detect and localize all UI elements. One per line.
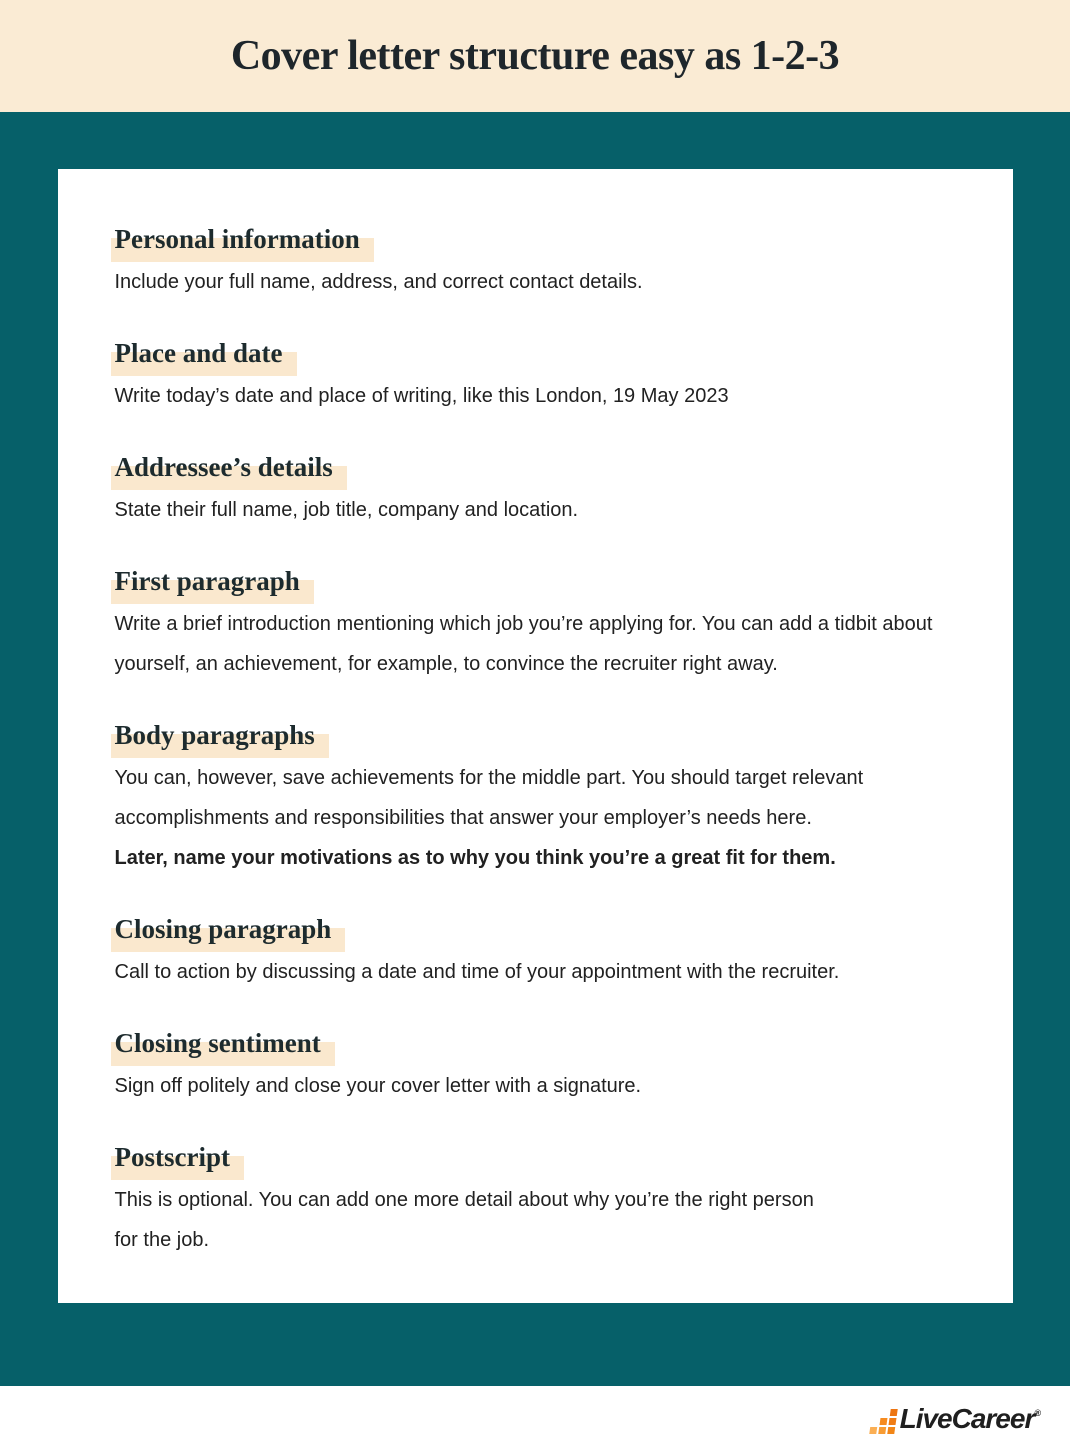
section-heading: First paragraph — [111, 564, 314, 604]
section-heading: Postscript — [111, 1140, 244, 1180]
section-heading: Closing sentiment — [111, 1026, 335, 1066]
title-banner — [0, 0, 1070, 112]
section — [115, 222, 956, 302]
section-body — [115, 490, 956, 530]
section-body-paragraph: State their full name, job title, company and location. — [114, 499, 579, 521]
section-body — [115, 758, 956, 878]
section-body-paragraph: Include your full name, address, and correct contact details. — [114, 271, 643, 293]
section-body — [115, 1066, 956, 1106]
section-body-paragraph: Later, name your motivations as to why you think you’re a great fit for them. — [114, 847, 836, 869]
livecareer-logo-dots-icon — [869, 1409, 898, 1434]
section — [115, 1026, 956, 1106]
section — [115, 718, 956, 878]
section-body-paragraph: Write today’s date and place of writing, like this London, 19 May 2023 — [114, 385, 729, 407]
section — [115, 564, 956, 684]
section-body-paragraph: for the job. — [114, 1229, 210, 1251]
livecareer-logo — [871, 1403, 1040, 1435]
section-body-paragraph: Call to action by discussing a date and time of your appointment with the recruiter. — [114, 961, 840, 983]
section-heading: Place and date — [111, 336, 297, 376]
section-body — [115, 604, 956, 684]
section-body-paragraph: Sign off politely and close your cover letter with a signature. — [114, 1075, 642, 1097]
section-heading: Personal information — [111, 222, 374, 262]
section-body-paragraph: Write a brief introduction mentioning which job you’re applying for. You can add a tidbit about yourself, an achievement, for example, to convince the recruiter right away. — [114, 613, 933, 675]
section — [115, 450, 956, 530]
section-heading: Addressee’s details — [111, 450, 347, 490]
section-body — [115, 1180, 956, 1260]
section-body — [115, 952, 956, 992]
section-body — [115, 376, 956, 416]
section-body-paragraph: This is optional. You can add one more detail about why you’re the right person — [114, 1189, 814, 1211]
section — [115, 1140, 956, 1260]
content-card — [58, 169, 1013, 1303]
page-title: Cover letter structure easy as 1-2-3 — [230, 33, 840, 79]
section-heading: Body paragraphs — [111, 718, 329, 758]
section-body — [115, 262, 956, 302]
footer — [0, 1386, 1070, 1451]
section-heading: Closing paragraph — [111, 912, 346, 952]
page-background — [0, 112, 1070, 1386]
section — [115, 912, 956, 992]
section — [115, 336, 956, 416]
section-body-paragraph: You can, however, save achievements for the middle part. You should target relevant accomplishments and responsibilities that answer your employer’s needs here. — [114, 767, 864, 829]
registered-trademark-mark: ® — [1034, 1407, 1040, 1418]
livecareer-logo-text: LiveCareer® — [899, 1402, 1040, 1434]
